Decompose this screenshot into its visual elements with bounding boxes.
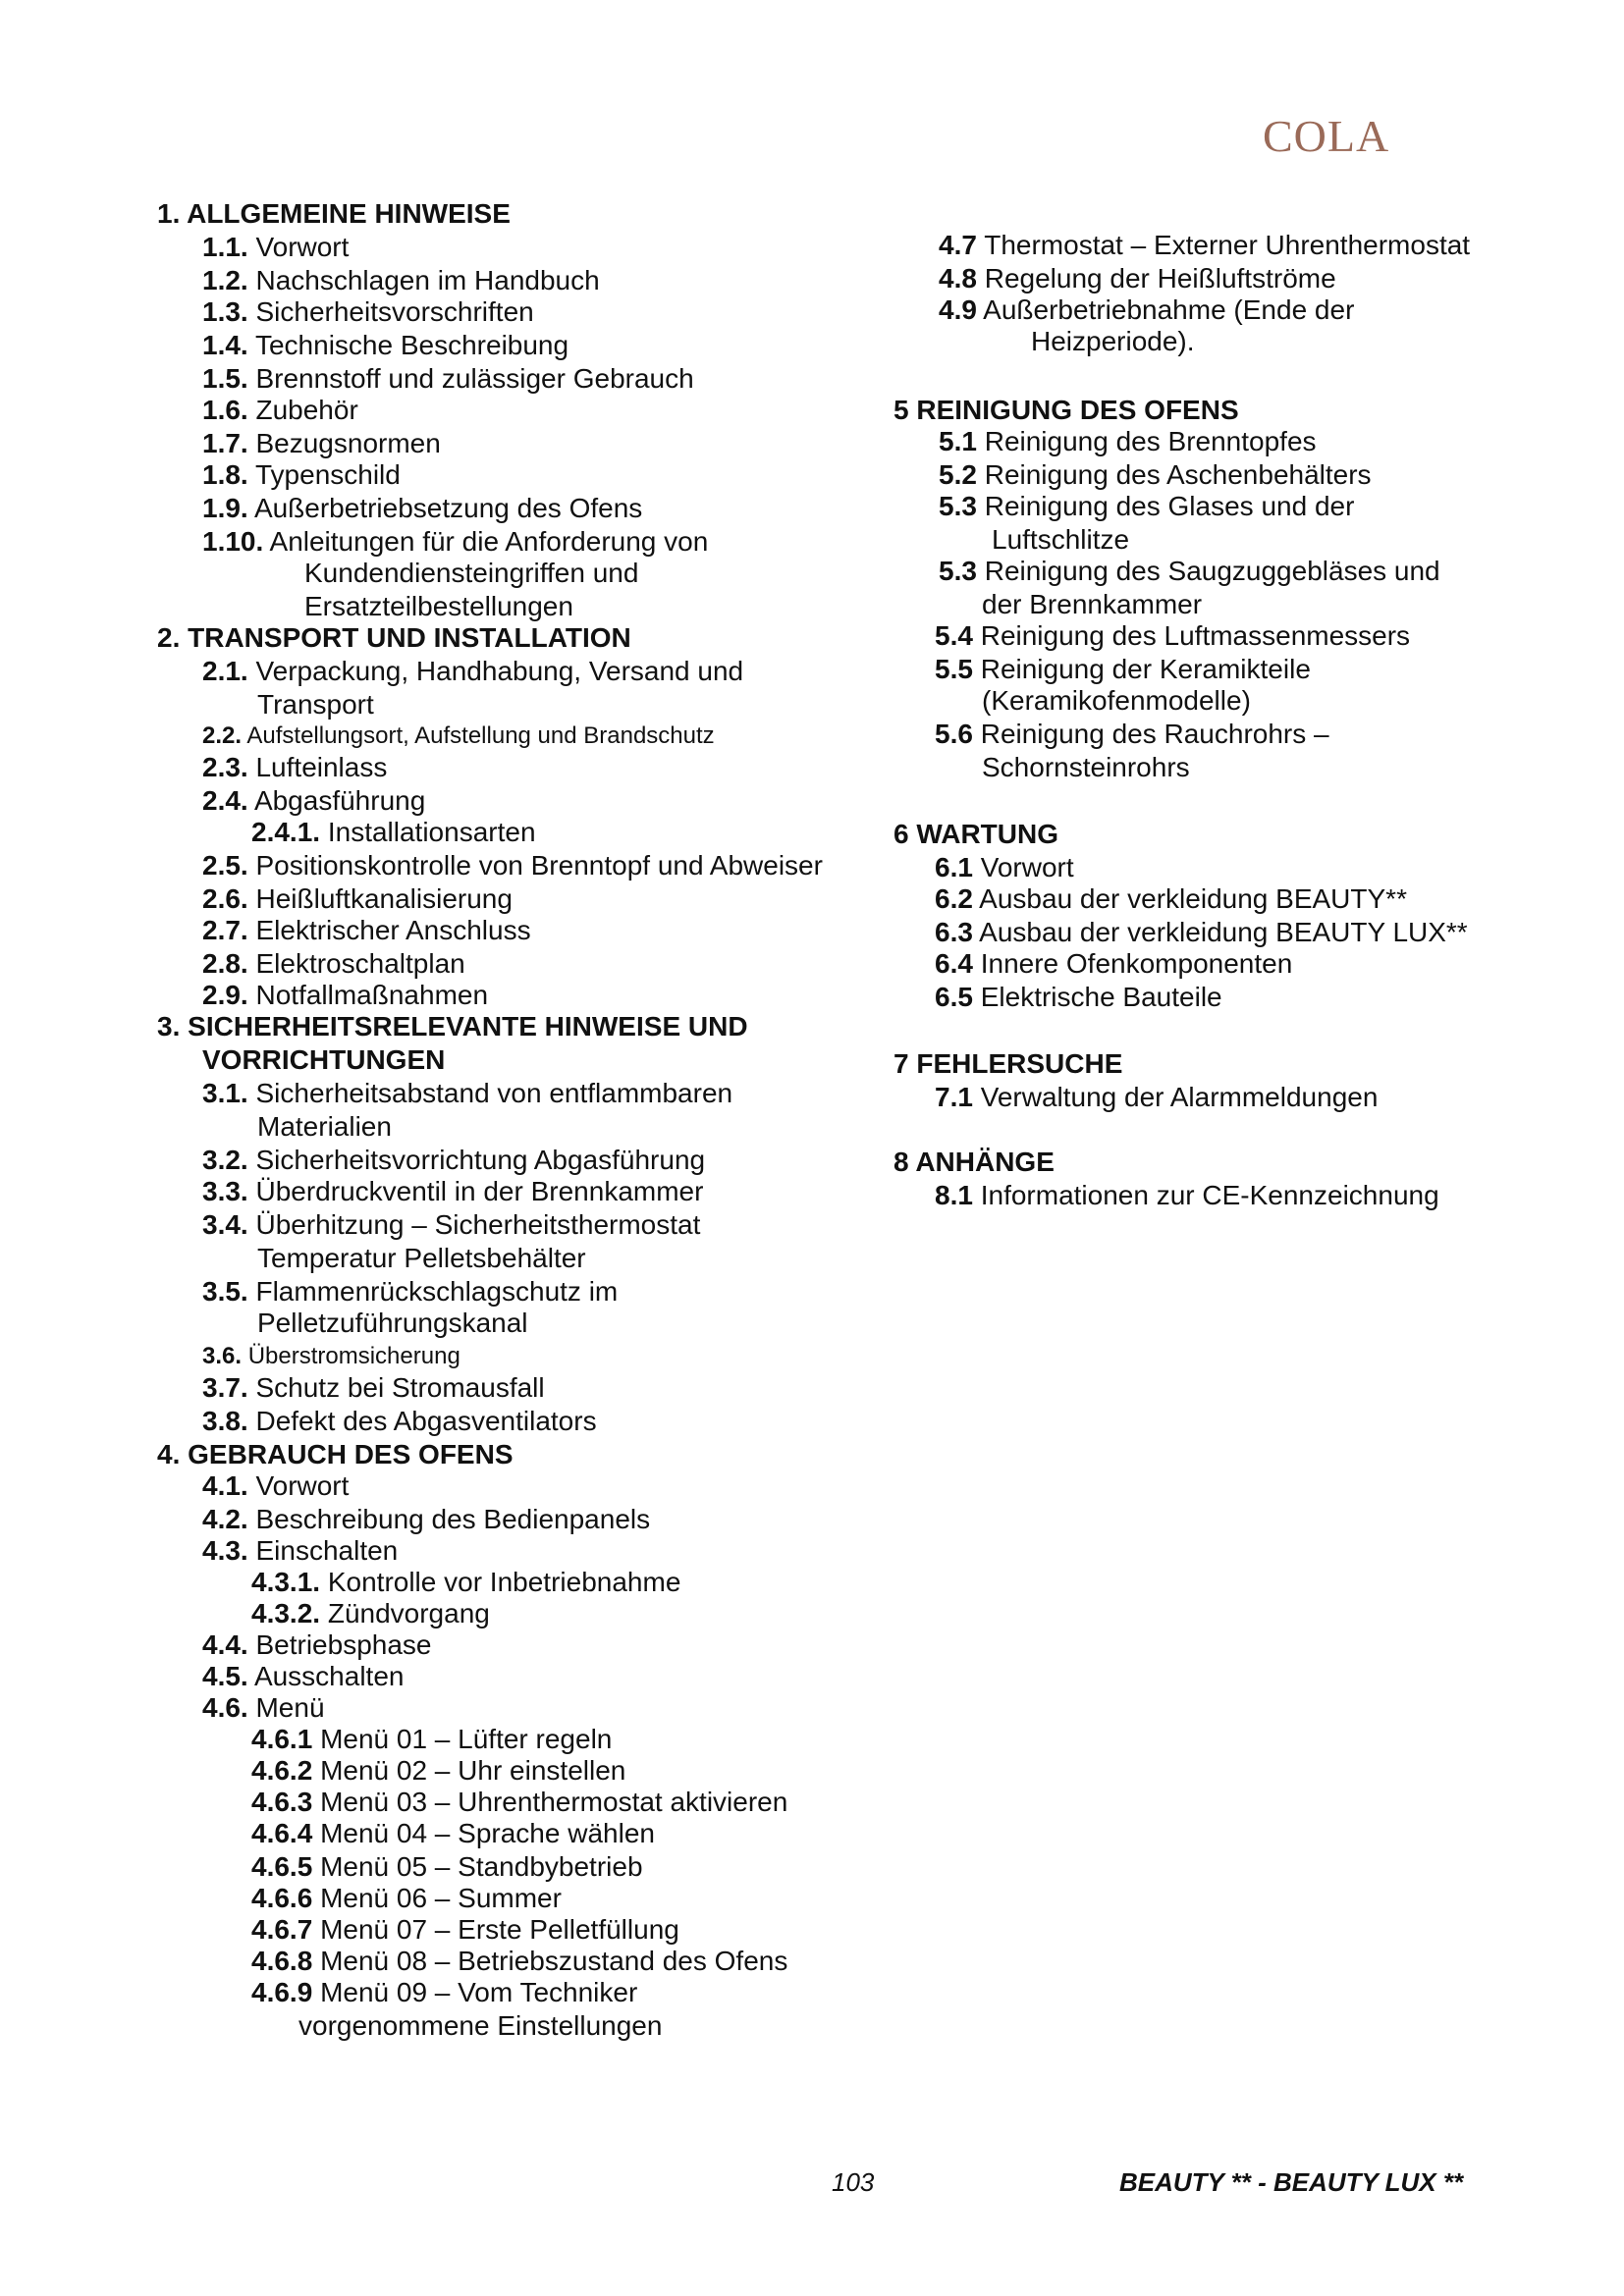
toc-text: GEBRAUCH DES OFENS [188, 1439, 514, 1469]
toc-text: Elektrische Bauteile [980, 982, 1222, 1012]
toc-text: Elektroschaltplan [255, 948, 465, 979]
toc-number: 5.2 [939, 459, 977, 490]
toc-left-entry [304, 558, 638, 589]
toc-text: TRANSPORT UND INSTALLATION [188, 622, 631, 653]
toc-number: 4.6.1 [251, 1724, 313, 1754]
toc-left-entry [251, 817, 536, 848]
toc-left-entry [202, 493, 642, 524]
toc-left-heading [202, 1044, 445, 1076]
toc-left-entry [251, 1755, 625, 1787]
toc-number: 3.6. [202, 1343, 243, 1369]
toc-left-entry [257, 1111, 392, 1143]
footer-model: BEAUTY ** - BEAUTY LUX ** [1119, 2167, 1464, 2197]
toc-left-entry [202, 1176, 703, 1207]
toc-text: Zubehör [255, 395, 358, 425]
toc-number: 1.3. [202, 296, 248, 327]
toc-number: 2.9. [202, 980, 248, 1010]
toc-number: 4.2. [202, 1504, 248, 1534]
toc-text: Reinigung des Brenntopfes [984, 426, 1317, 456]
toc-text: Menü 02 – Uhr einstellen [320, 1755, 626, 1786]
toc-left-entry [251, 1914, 679, 1946]
toc-text: FEHLERSUCHE [916, 1048, 1123, 1079]
toc-text: Aufstellungsort, Aufstellung und Brandschutz [246, 722, 715, 749]
toc-text: Überstromsicherung [247, 1343, 460, 1369]
toc-number: 3.2. [202, 1145, 248, 1175]
toc-text: Reinigung des Glases und der [984, 491, 1355, 521]
toc-number: 3.5. [202, 1276, 248, 1307]
toc-text: Zündvorgang [327, 1598, 490, 1629]
toc-left-entry [202, 363, 694, 395]
toc-left-entry [202, 232, 349, 263]
toc-number: 3.7. [202, 1372, 248, 1403]
toc-text: Menü [255, 1692, 325, 1723]
toc-left-entry [202, 428, 441, 459]
toc-left-entry [202, 1470, 349, 1502]
toc-number: 4.6.2 [251, 1755, 313, 1786]
toc-text: Vorwort [980, 852, 1074, 882]
toc-text: Heißluftkanalisierung [255, 883, 513, 914]
toc-text: (Keramikofenmodelle) [982, 685, 1251, 716]
toc-right-entry [935, 719, 1329, 750]
toc-right-heading [893, 819, 1058, 850]
toc-text: Menü 09 – Vom Techniker [320, 1977, 638, 2007]
toc-text: Typenschild [254, 459, 401, 490]
toc-number: 1.1. [202, 232, 248, 262]
toc-text: Sicherheitsvorrichtung Abgasführung [255, 1145, 706, 1175]
toc-number: 2.2. [202, 722, 243, 749]
toc-number: 5.3 [939, 491, 977, 521]
toc-right-entry [939, 556, 1440, 587]
toc-text: Schornsteinrohrs [982, 752, 1190, 782]
toc-text: Menü 07 – Erste Pelletfüllung [320, 1914, 679, 1945]
toc-text: Flammenrückschlagschutz im [255, 1276, 619, 1307]
toc-number: 1.6. [202, 395, 248, 425]
toc-text: Elektrischer Anschluss [255, 915, 531, 945]
toc-left-entry [202, 395, 358, 426]
toc-text: Thermostat – Externer Uhrenthermostat [984, 230, 1471, 260]
toc-number: 1.2. [202, 265, 248, 295]
toc-left-entry [202, 1535, 398, 1567]
toc-left-entry [251, 1724, 612, 1755]
toc-text: Positionskontrolle von Brenntopf und Abweiser [255, 850, 823, 881]
toc-number: 3. [157, 1011, 181, 1041]
toc-number: 2.4. [202, 785, 248, 816]
toc-left-entry [202, 459, 401, 491]
toc-text: Kundendiensteingriffen und [304, 558, 639, 588]
toc-number: 2.7. [202, 915, 248, 945]
toc-number: 1.7. [202, 428, 248, 458]
toc-left-heading [157, 1439, 514, 1470]
toc-right-entry [939, 491, 1354, 522]
toc-text: Menü 08 – Betriebszustand des Ofens [320, 1946, 788, 1976]
toc-right-entry [939, 263, 1336, 294]
toc-right-entry [935, 852, 1074, 883]
toc-left-entry [251, 1851, 643, 1883]
toc-number: 4.3. [202, 1535, 248, 1566]
toc-left-entry [202, 850, 823, 881]
toc-text: Materialien [257, 1111, 392, 1142]
toc-text: Ausschalten [253, 1661, 405, 1691]
toc-left-entry [202, 1692, 325, 1724]
toc-left-entry [251, 1567, 680, 1598]
toc-number: 5 [893, 395, 909, 425]
toc-number: 4.6. [202, 1692, 248, 1723]
toc-left-entry [202, 1661, 404, 1692]
toc-number: 8 [893, 1147, 909, 1177]
toc-left-entry [202, 721, 715, 752]
toc-text: Menü 05 – Standbybetrieb [320, 1851, 643, 1882]
toc-number: 5.4 [935, 620, 973, 651]
toc-number: 5.3 [939, 556, 977, 586]
toc-text: Außerbetriebsetzung des Ofens [253, 493, 643, 523]
toc-left-entry [257, 689, 374, 721]
toc-text: Ausbau der verkleidung BEAUTY LUX** [979, 917, 1468, 947]
toc-right-entry [939, 230, 1470, 261]
toc-number: 2.1. [202, 656, 248, 686]
toc-number: 4.6.9 [251, 1977, 313, 2007]
toc-left-heading [157, 198, 511, 230]
toc-right-entry [935, 1180, 1439, 1211]
toc-left-entry [251, 1818, 655, 1849]
toc-text: Außerbetriebnahme (Ende der [983, 294, 1355, 325]
toc-left-entry [251, 1946, 787, 1977]
toc-text: Technische Beschreibung [254, 330, 569, 360]
toc-text: Überdruckventil in der Brennkammer [255, 1176, 704, 1206]
toc-number: 4.3.2. [251, 1598, 321, 1629]
toc-text: Nachschlagen im Handbuch [255, 265, 600, 295]
toc-text: Anleitungen für die Anforderung von [269, 526, 709, 557]
toc-left-entry [251, 1977, 637, 2008]
toc-number: 4. [157, 1439, 181, 1469]
toc-number: 1. [157, 198, 181, 229]
toc-text: ALLGEMEINE HINWEISE [187, 198, 511, 229]
toc-right-entry [935, 654, 1311, 685]
toc-right-entry [992, 524, 1129, 556]
toc-text: Luftschlitze [992, 524, 1130, 555]
logo-text: COLA [1263, 111, 1390, 161]
toc-number: 1.10. [202, 526, 264, 557]
toc-text: SICHERHEITSRELEVANTE HINWEISE UND [188, 1011, 748, 1041]
toc-number: 3.1. [202, 1078, 248, 1108]
toc-number: 6.4 [935, 948, 973, 979]
toc-right-entry [982, 752, 1190, 783]
toc-right-entry [1031, 326, 1195, 357]
toc-right-heading [893, 1048, 1122, 1080]
toc-number: 4.6.3 [251, 1787, 313, 1817]
toc-text: Brennstoff und zulässiger Gebrauch [255, 363, 694, 394]
toc-number: 1.8. [202, 459, 248, 490]
toc-left-entry [202, 1209, 700, 1241]
toc-number: 4.6.8 [251, 1946, 313, 1976]
toc-right-entry [939, 294, 1354, 326]
toc-text: Regelung der Heißluftströme [984, 263, 1336, 294]
toc-text: Menü 04 – Sprache wählen [320, 1818, 655, 1848]
toc-text: Beschreibung des Bedienpanels [255, 1504, 651, 1534]
toc-left-heading [157, 622, 631, 654]
toc-text: VORRICHTUNGEN [202, 1044, 446, 1075]
toc-text: Vorwort [255, 232, 350, 262]
toc-text: Vorwort [255, 1470, 350, 1501]
toc-number: 2. [157, 622, 181, 653]
toc-left-entry [202, 526, 708, 558]
toc-number: 6.3 [935, 917, 973, 947]
toc-number: 2.3. [202, 752, 248, 782]
toc-text: Schutz bei Stromausfall [255, 1372, 545, 1403]
toc-text: Verpackung, Handhabung, Versand und [255, 656, 744, 686]
toc-right-entry [939, 426, 1317, 457]
toc-text: WARTUNG [916, 819, 1059, 849]
toc-right-heading [893, 1147, 1055, 1178]
toc-text: Menü 01 – Lüfter regeln [320, 1724, 613, 1754]
toc-text: Sicherheitsabstand von entflammbaren [255, 1078, 733, 1108]
toc-number: 4.4. [202, 1629, 248, 1660]
toc-number: 3.4. [202, 1209, 248, 1240]
toc-left-entry [202, 948, 465, 980]
toc-left-entry [202, 1145, 705, 1176]
toc-right-heading [893, 395, 1239, 426]
toc-right-entry [935, 620, 1410, 652]
toc-text: Kontrolle vor Inbetriebnahme [327, 1567, 681, 1597]
toc-left-entry [298, 2010, 662, 2042]
toc-left-entry [251, 1787, 787, 1818]
toc-text: Reinigung der Keramikteile [980, 654, 1311, 684]
toc-number: 5.5 [935, 654, 973, 684]
toc-right-entry [935, 883, 1407, 915]
toc-number: 2.5. [202, 850, 248, 881]
toc-number: 1.4. [202, 330, 248, 360]
toc-left-entry [202, 1078, 732, 1109]
toc-text: Überhitzung – Sicherheitsthermostat [255, 1209, 701, 1240]
toc-left-heading [157, 1011, 748, 1042]
toc-text: ANHÄNGE [915, 1147, 1055, 1177]
toc-left-entry [251, 1598, 490, 1629]
toc-text: Defekt des Abgasventilators [255, 1406, 597, 1436]
toc-number: 3.3. [202, 1176, 248, 1206]
toc-number: 4.6.5 [251, 1851, 313, 1882]
toc-left-entry [202, 1276, 618, 1308]
toc-number: 4.9 [939, 294, 977, 325]
toc-number: 4.5. [202, 1661, 248, 1691]
toc-left-entry [304, 591, 573, 622]
logo [1263, 110, 1389, 162]
toc-text: Lufteinlass [255, 752, 388, 782]
toc-number: 4.6.6 [251, 1883, 313, 1913]
toc-number: 4.6.7 [251, 1914, 313, 1945]
toc-left-entry [202, 1341, 460, 1372]
toc-right-entry [982, 589, 1202, 620]
page-number: 103 [832, 2167, 875, 2197]
toc-right-entry [939, 459, 1372, 491]
toc-text: Ersatzteilbestellungen [304, 591, 573, 621]
toc-number: 2.6. [202, 883, 248, 914]
toc-right-entry [982, 685, 1251, 717]
toc-number: 2.4.1. [251, 817, 321, 847]
toc-left-entry [257, 1308, 528, 1339]
toc-number: 4.8 [939, 263, 977, 294]
toc-text: Menü 03 – Uhrenthermostat aktivieren [320, 1787, 788, 1817]
toc-text: Innere Ofenkomponenten [980, 948, 1293, 979]
toc-number: 6.5 [935, 982, 973, 1012]
toc-number: 5.1 [939, 426, 977, 456]
toc-text: Temperatur Pelletsbehälter [257, 1243, 586, 1273]
toc-number: 1.5. [202, 363, 248, 394]
toc-left-entry [202, 883, 513, 915]
toc-left-entry [202, 296, 534, 328]
toc-number: 1.9. [202, 493, 248, 523]
toc-text: Ausbau der verkleidung BEAUTY** [979, 883, 1407, 914]
toc-text: der Brennkammer [982, 589, 1203, 619]
toc-text: Reinigung des Aschenbehälters [984, 459, 1372, 490]
toc-number: 7.1 [935, 1082, 973, 1112]
toc-text: Betriebsphase [255, 1629, 432, 1660]
toc-right-entry [935, 982, 1222, 1013]
toc-text: vorgenommene Einstellungen [298, 2010, 663, 2041]
toc-text: Informationen zur CE-Kennzeichnung [980, 1180, 1439, 1210]
toc-number: 7 [893, 1048, 909, 1079]
toc-number: 3.8. [202, 1406, 248, 1436]
toc-text: Heizperiode). [1031, 326, 1195, 356]
toc-left-entry [202, 1372, 545, 1404]
toc-left-entry [202, 1406, 597, 1437]
toc-right-entry [935, 948, 1292, 980]
toc-text: Transport [257, 689, 374, 720]
toc-text: Reinigung des Saugzuggebläses und [984, 556, 1440, 586]
toc-number: 6.1 [935, 852, 973, 882]
toc-left-entry [202, 330, 568, 361]
toc-text: Bezugsnormen [255, 428, 441, 458]
toc-text: Sicherheitsvorschriften [255, 296, 534, 327]
toc-left-entry [202, 752, 387, 783]
toc-left-entry [202, 980, 488, 1011]
toc-left-entry [251, 1883, 562, 1914]
toc-text: Einschalten [255, 1535, 399, 1566]
toc-left-entry [202, 265, 600, 296]
toc-left-entry [202, 915, 531, 946]
toc-text: Pelletzuführungskanal [257, 1308, 528, 1338]
toc-left-entry [257, 1243, 586, 1274]
toc-left-entry [202, 785, 425, 817]
toc-left-entry [202, 656, 743, 687]
toc-left-entry [202, 1504, 650, 1535]
toc-number: 8.1 [935, 1180, 973, 1210]
toc-right-entry [935, 917, 1468, 948]
toc-number: 4.1. [202, 1470, 248, 1501]
toc-text: Abgasführung [253, 785, 426, 816]
toc-number: 6 [893, 819, 909, 849]
toc-text: Menü 06 – Summer [320, 1883, 562, 1913]
toc-left-entry [202, 1629, 432, 1661]
toc-right-entry [935, 1082, 1378, 1113]
toc-number: 4.6.4 [251, 1818, 313, 1848]
toc-text: Verwaltung der Alarmmeldungen [980, 1082, 1379, 1112]
toc-text: Notfallmaßnahmen [255, 980, 489, 1010]
toc-text: REINIGUNG DES OFENS [916, 395, 1239, 425]
toc-number: 6.2 [935, 883, 973, 914]
toc-number: 2.8. [202, 948, 248, 979]
toc-text: Reinigung des Rauchrohrs – [980, 719, 1329, 749]
toc-number: 5.6 [935, 719, 973, 749]
toc-number: 4.7 [939, 230, 977, 260]
toc-number: 4.3.1. [251, 1567, 321, 1597]
toc-text: Installationsarten [327, 817, 536, 847]
toc-text: Reinigung des Luftmassenmessers [980, 620, 1411, 651]
